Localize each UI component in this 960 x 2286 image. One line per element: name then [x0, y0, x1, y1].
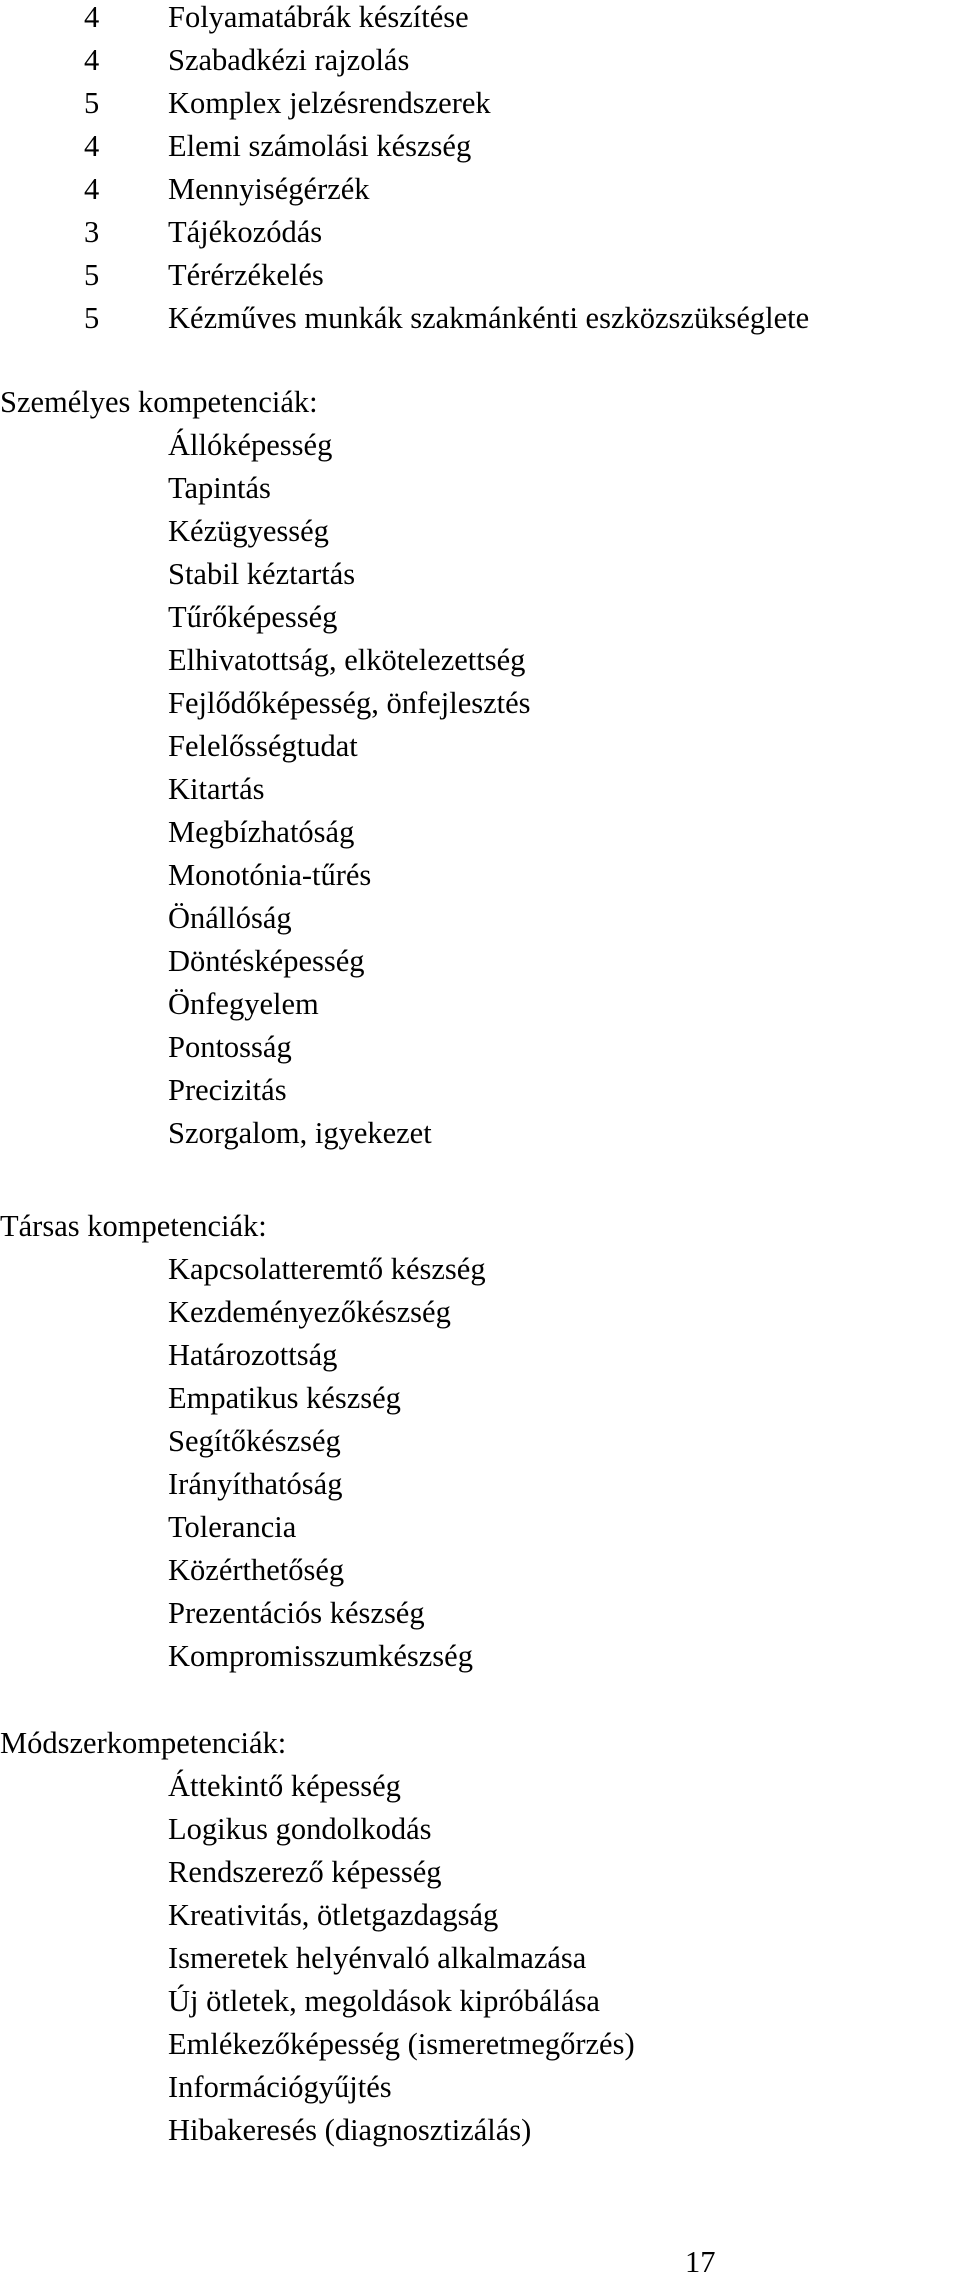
list-item: Kapcsolatteremtő készség [168, 1252, 486, 1286]
rated-skill-row [0, 211, 960, 254]
personal-competencies-section [0, 381, 960, 1155]
skill-label: Mennyiségérzék [168, 172, 370, 206]
list-item: Tűrőképesség [168, 600, 338, 634]
rated-skill-row [0, 125, 960, 168]
list-item: Kitartás [168, 772, 265, 806]
page-number: 17 [685, 2245, 716, 2279]
list-item: Segítőkészség [168, 1424, 341, 1458]
rated-skill-row [0, 297, 960, 340]
skill-label: Folyamatábrák készítése [168, 0, 469, 34]
skill-rating: 5 [84, 258, 100, 292]
list-item: Kezdeményezőkészség [168, 1295, 451, 1329]
list-item: Precizitás [168, 1073, 287, 1107]
list-item: Stabil kéztartás [168, 557, 356, 591]
list-item: Hibakeresés (diagnosztizálás) [168, 2113, 532, 2147]
list-item: Fejlődőképesség, önfejlesztés [168, 686, 531, 720]
list-item: Monotónia-tűrés [168, 858, 372, 892]
skill-rating: 3 [84, 215, 100, 249]
list-item: Kreativitás, ötletgazdagság [168, 1898, 499, 1932]
rated-skills-list [0, 0, 960, 340]
rated-skill-row [0, 254, 960, 297]
list-item: Önfegyelem [168, 987, 319, 1021]
list-item: Logikus gondolkodás [168, 1812, 432, 1846]
rated-skill-row [0, 82, 960, 125]
list-item: Információgyűjtés [168, 2070, 392, 2104]
skill-rating: 4 [84, 43, 100, 77]
list-item: Kézügyesség [168, 514, 329, 548]
skill-label: Tájékozódás [168, 215, 323, 249]
list-item: Emlékezőképesség (ismeretmegőrzés) [168, 2027, 635, 2061]
skill-rating: 5 [84, 86, 100, 120]
section-title: Személyes kompetenciák: [0, 385, 318, 419]
social-competencies-section [0, 1205, 960, 1678]
skill-label: Térérzékelés [168, 258, 324, 292]
list-item: Rendszerező képesség [168, 1855, 442, 1889]
skill-rating: 4 [84, 129, 100, 163]
skill-label: Elemi számolási készség [168, 129, 472, 163]
list-item: Megbízhatóság [168, 815, 355, 849]
list-item: Állóképesség [168, 428, 333, 462]
list-item: Prezentációs készség [168, 1596, 425, 1630]
list-item: Elhivatottság, elkötelezettség [168, 643, 526, 677]
skill-label: Komplex jelzésrendszerek [168, 86, 491, 120]
rated-skill-row [0, 168, 960, 211]
list-item: Ismeretek helyénvaló alkalmazása [168, 1941, 587, 1975]
list-item: Irányíthatóság [168, 1467, 343, 1501]
skill-label: Szabadkézi rajzolás [168, 43, 410, 77]
list-item: Felelősségtudat [168, 729, 358, 763]
skill-rating: 5 [84, 301, 100, 335]
list-item: Közérthetőség [168, 1553, 345, 1587]
list-item: Szorgalom, igyekezet [168, 1116, 432, 1150]
list-item: Tolerancia [168, 1510, 297, 1544]
list-item: Pontosság [168, 1030, 292, 1064]
list-item: Empatikus készség [168, 1381, 401, 1415]
list-item: Áttekintő képesség [168, 1769, 401, 1803]
skill-rating: 4 [84, 172, 100, 206]
rated-skill-row [0, 39, 960, 82]
list-item: Tapintás [168, 471, 271, 505]
section-title: Módszerkompetenciák: [0, 1726, 287, 1760]
list-item: Önállóság [168, 901, 292, 935]
skill-label: Kézműves munkák szakmánkénti eszközszükséglete [168, 301, 810, 335]
list-item: Döntésképesség [168, 944, 365, 978]
skill-rating: 4 [84, 0, 100, 34]
list-item: Új ötletek, megoldások kipróbálása [168, 1984, 600, 2018]
list-item: Kompromisszumkészség [168, 1639, 473, 1673]
rated-skill-row [0, 0, 960, 39]
list-item: Határozottság [168, 1338, 338, 1372]
section-title: Társas kompetenciák: [0, 1209, 267, 1243]
method-competencies-section [0, 1722, 960, 2152]
